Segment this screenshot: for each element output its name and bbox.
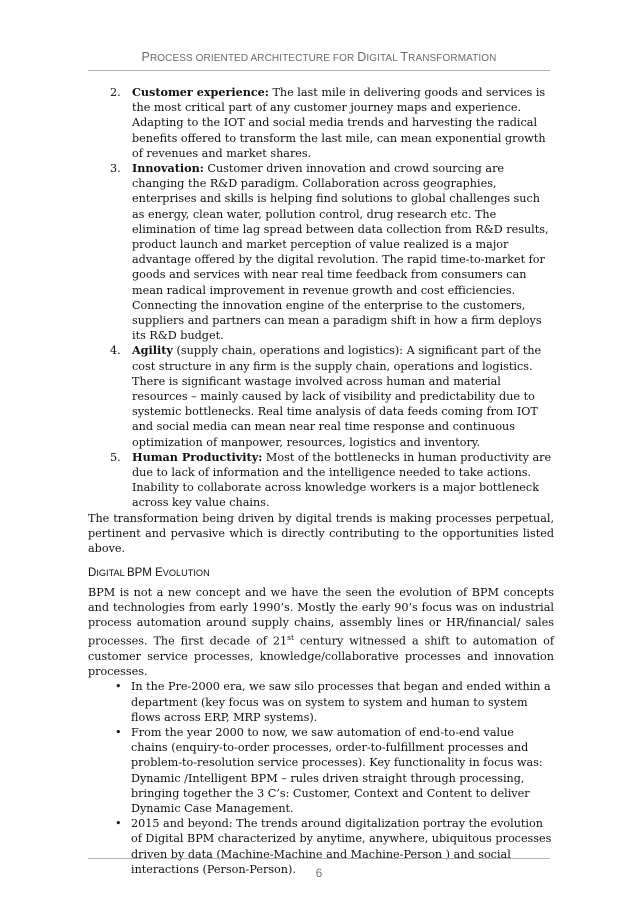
footer-rule (88, 858, 550, 859)
section-heading-initial-2: E (151, 567, 163, 580)
list-item-text: The last mile in delivering goods and services is the most critical part of any customer journey maps and experience. Adapting to the IOT and social media trends and harvesting the radical benefits offered to transform the last mile, can mean exponential growth of revenues and market shares. (132, 86, 546, 160)
page-number: 6 (315, 866, 323, 880)
list-number: 3. (110, 162, 121, 176)
body-text (88, 85, 554, 877)
list-item-human-productivity (88, 450, 554, 511)
header-word-1-rest: ROCESS ORIENTED ARCHITECTURE FOR (149, 53, 358, 64)
bullet-item-pre-2000 (88, 679, 554, 725)
section-heading-rest-1: IGITAL (96, 568, 127, 579)
bullet-icon: • (115, 680, 122, 694)
bpm-paragraph-text-end: century witnessed a shift to automation of customer service processes, knowledge/collaborative processes and innovation processes. (88, 634, 554, 679)
bullet-list (88, 679, 554, 877)
bpm-paragraph-text-start: BPM is not a new concept and we have the seen the evolution of BPM concepts and technologies from early 1990’s. Mostly the early 90’s focus was on industrial process automation around supply chains, assembly lines or HR/financial/ sales processes. The first decade of 21 (88, 585, 554, 648)
list-item-text: Customer driven innovation and crowd sourcing are changing the R&D paradigm. Collaboration across geographies, enterprises and skills is helping find solutions to global challenges such as energy, clean water, pollution control, drug research etc. The elimination of time lag spread between data collection from R&D results, product launch and market perception of value realized is a major advantage offered by the digital revolution. The rapid time-to-market for goods and services with near real time feedback from consumers can mean radical improvement in revenue growth and cost efficiencies. Connecting the innovation engine of the enterprise to the customers, suppliers and partners can mean a paradigm shift in how a firm deploys its R&D budget. (132, 162, 549, 343)
list-item-innovation (88, 161, 554, 343)
list-item-text: Most of the bottlenecks in human productivity are due to lack of information and the intelligence needed to take actions. Inability to collaborate across knowledge workers is a major bottleneck across key value chains. (132, 450, 552, 510)
list-number: 2. (110, 86, 121, 99)
numbered-list (88, 85, 554, 511)
header-word-1-initial: P (141, 50, 150, 64)
bullet-icon: • (115, 817, 122, 831)
header-rule (88, 70, 550, 71)
section-heading-rest-2: VOLUTION (162, 568, 210, 579)
list-item-customer-experience (88, 85, 554, 161)
header-word-3-initial: T (400, 50, 409, 64)
header-word-2-rest: IGITAL (366, 53, 401, 64)
section-heading (88, 566, 554, 581)
list-item-title: Agility (132, 343, 173, 358)
header-word-3-rest: RANSFORMATION (408, 53, 497, 64)
bpm-paragraph (88, 585, 554, 680)
list-item-agility (88, 343, 554, 449)
bullet-text: 2015 and beyond: The trends around digitalization portray the evolution of Digital BPM characterized by anytime, anywhere, ubiquitous processes driven by data (Machine-Machine and Machine-Person ) and social interactions (Person-Person). (131, 817, 552, 876)
list-number: 5. (110, 450, 121, 464)
bullet-text: From the year 2000 to now, we saw automation of end-to-end value chains (enquiry-to-order processes, order-to-fulfillment processes and problem-to-resolution service processes). Key functionality in focus was: Dynamic /Intelligent BPM – rules driven straight through processing, bringing together the 3 C’s: Customer, Context and Content to deliver Dynamic Case Management. (131, 726, 543, 816)
list-number: 4. (110, 344, 121, 358)
superscript-st: st (287, 633, 294, 643)
list-item-text: (supply chain, operations and logistics): A significant part of the cost structure in any firm is the supply chain, operations and logistics. There is significant wastage involved across human and material resources – mainly caused by lack of visibility and predictability due to systemic bottlenecks. Real time analysis of data feeds coming from IOT and social media can mean near real time response and continuous optimization of manpower, resources, logistics and inventory. (132, 344, 542, 449)
list-item-title: Innovation: (132, 161, 204, 176)
header-word-2-initial: D (357, 50, 367, 64)
section-heading-bpm: BPM (126, 567, 152, 580)
transformation-paragraph: The transformation being driven by digital trends is making processes perpetual, pertinent and pervasive which is directly contributing to the opportunities listed above. (88, 511, 554, 556)
running-header (88, 50, 550, 64)
section-heading-initial-1: D (88, 567, 97, 580)
list-item-title: Customer experience: (132, 85, 269, 99)
bullet-item-2000-to-now (88, 725, 554, 816)
list-item-title: Human Productivity: (132, 449, 263, 464)
bullet-text: In the Pre-2000 era, we saw silo processes that began and ended within a department (key focus was on system to system and human to system flows across ERP, MRP systems). (131, 680, 551, 724)
bullet-icon: • (115, 726, 122, 740)
